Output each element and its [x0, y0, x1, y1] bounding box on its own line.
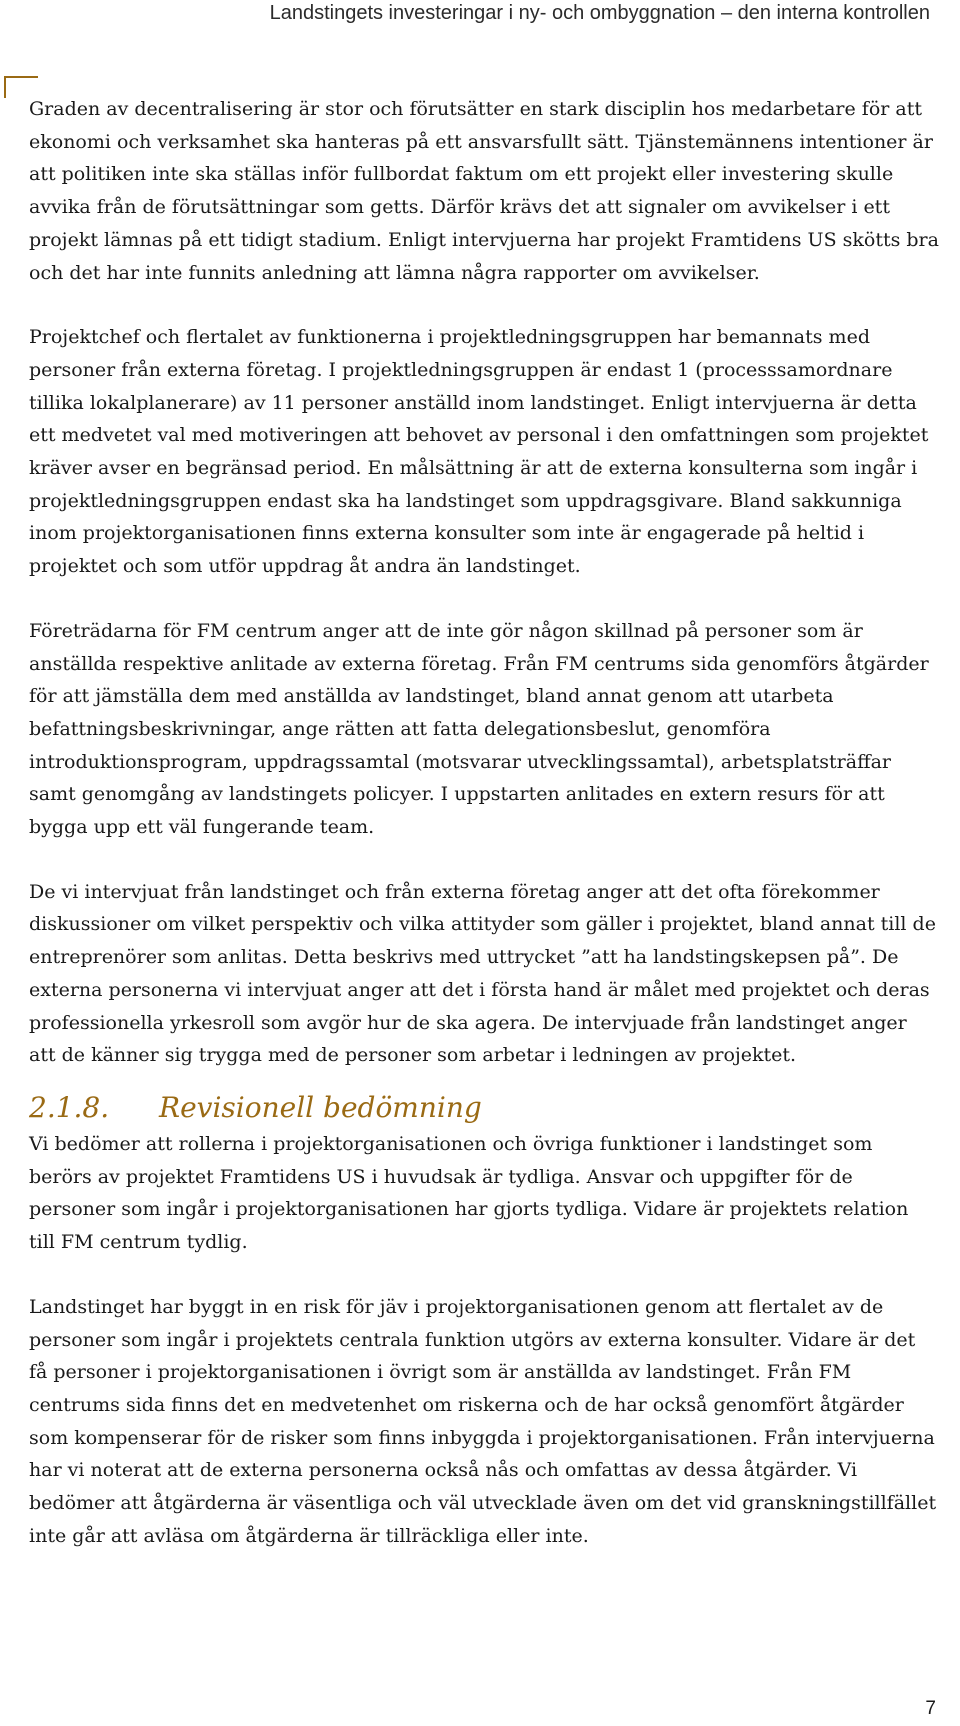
running-header — [0, 0, 960, 30]
section-title: Revisionell bedömning — [159, 1090, 482, 1124]
paragraph: Projektchef och flertalet av funktionerna i projektledningsgruppen har bemannats med personer från externa företag. I projektledningsgruppen är endast 1 (processsamordnare tillika lokalplanerare) av 11 personer anställd inom landstinget. Enligt intervjuerna är detta ett medvetet val med motiveringen att behovet av personal i den omfattningen som projektet kräver avser en begränsad period. En målsättning är att de externa konsulterna som ingår i projektledningsgruppen endast ska ha landstinget som uppdragsgivare. Bland sakkunniga inom projektorganisationen finns externa konsulter som inte är engagerade på heltid i projektet och som utför uppdrag åt andra än landstinget. — [29, 326, 929, 578]
paragraph: Landstinget har byggt in en risk för jäv i projektorganisationen genom att flertalet av de personer som ingår i projektets centrala funktion utgörs av externa konsulter. Vidare är det få personer i projektorganisationen i övrigt som är anställda av landstinget. Från FM centrums sida finns det en medvetenhet om riskerna och de har också genomfört åtgärder som kompenserar för de risker som finns inbyggda i projektorganisationen. Från intervjuerna har vi noterat att de externa personerna också nås och omfattas av dessa åtgärder. Vi bedömer att åtgärderna är väsentliga och väl utvecklade även om det vid granskningstillfället inte går att avläsa om åtgärderna är tillräckliga eller inte. — [29, 1295, 937, 1547]
section-number: 2.1.8. — [29, 1090, 110, 1124]
paragraph: Vi bedömer att rollerna i projektorganisationen och övriga funktioner i landstinget som berörs av projektet Framtidens US i huvudsak är tydliga. Ansvar och uppgifter för de personer som ingår i projektorganisationen har gjorts tydliga. Vidare är projektets relation till FM centrum tydlig. — [29, 1132, 909, 1254]
document-title: Landstingets investeringar i ny- och ombyggnation – den interna kontrollen — [269, 2, 930, 24]
section-heading — [29, 1088, 939, 1128]
paragraph: Graden av decentralisering är stor och förutsätter en stark disciplin hos medarbetare för att ekonomi och verksamhet ska hanteras på ett ansvarsfullt sätt. Tjänstemännens intentioner är att politiken inte ska ställas inför fullbordat faktum om ett projekt eller investering skulle avvika från de förutsättningar som getts. Därför krävs det att signaler om avvikelser i ett projekt lämnas på ett tidigt stadium. Enligt intervjuerna har projekt Framtidens US skötts bra och det har inte funnits anledning att lämna några rapporter om avvikelser. — [29, 98, 939, 284]
page-number: 7 — [925, 1698, 936, 1719]
paragraph: Företrädarna för FM centrum anger att de inte gör någon skillnad på personer som är anställda respektive anlitade av externa företag. Från FM centrums sida genomförs åtgärder för att jämställa dem med anställda av landstinget, bland annat genom att utarbeta befattningsbeskrivningar, ange rätten att fatta delegationsbeslut, genomföra introduktionsprogram, uppdragssamtal (motsvarar utvecklingssamtal), arbetsplatsträffar samt genomgång av landstingets policyer. I uppstarten anlitades en extern resurs för att bygga upp ett väl fungerande team. — [29, 619, 929, 839]
document-body — [29, 93, 939, 1552]
paragraph: De vi intervjuat från landstinget och från externa företag anger att det ofta förekommer diskussioner om vilket perspektiv och vilka attityder som gäller i projektet, bland annat till de entreprenörer som anlitas. Detta beskrivs med uttrycket ”att ha landstingskepsen på”. De externa personerna vi intervjuat anger att det i första hand är målet med projektet och deras professionella yrkesroll som avgör hur de ska agera. De intervjuade från landstinget anger att de känner sig trygga med de personer som arbetar i ledningen av projektet. — [29, 880, 936, 1067]
